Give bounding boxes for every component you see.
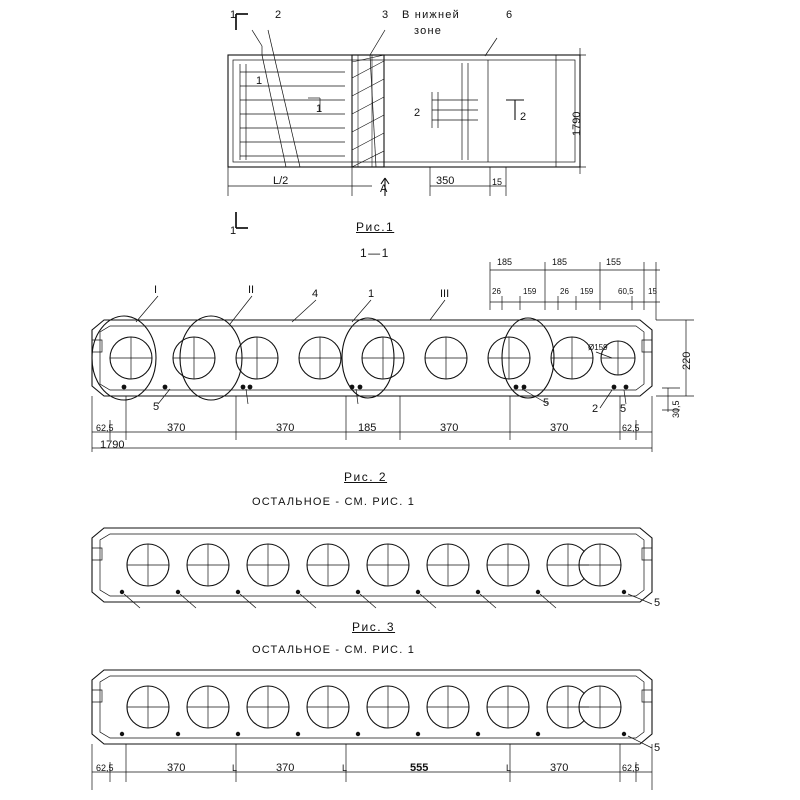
fig4-tick-l-1: L <box>232 763 238 773</box>
fig3-callout-5: 5 <box>654 597 661 609</box>
fig1-section-mark-1-bottom: 1 <box>230 225 237 237</box>
fig4-bottom-dim-555: 555 <box>410 762 429 774</box>
fig2-detail-i: I <box>154 284 158 296</box>
fig4-callout-5: 5 <box>654 742 661 754</box>
fig2-note: ОСТАЛЬНОЕ - СМ. РИС. 1 <box>252 496 416 508</box>
fig1-arrow-a-label: A <box>380 183 388 195</box>
fig3-note: ОСТАЛЬНОЕ - СМ. РИС. 1 <box>252 644 416 656</box>
fig1-callout-6: 6 <box>506 9 513 21</box>
fig2-detail-ii: II <box>248 284 255 296</box>
fig2-caption: Рис. 2 <box>344 470 388 484</box>
fig4-tick-l-2: L <box>342 763 348 773</box>
fig1-note-line2: зоне <box>414 25 443 37</box>
fig2-top-dim-185a: 185 <box>497 257 513 267</box>
fig1-dim-350: 350 <box>436 175 455 187</box>
fig1-inner-label-2a: 2 <box>414 107 421 119</box>
fig2-top-dim-15: 15 <box>648 287 657 296</box>
fig1-geometry <box>228 14 586 228</box>
fig2-dim-305: 30,5 <box>671 400 681 418</box>
fig2-bottom-dim-625b: 62,5 <box>622 423 640 433</box>
fig2-bottom-dim-625a: 62,5 <box>96 423 114 433</box>
fig4-bottom-dim-625a: 62,5 <box>96 763 114 773</box>
fig1-callout-3: 3 <box>382 9 389 21</box>
fig2-callout-5a: 5 <box>153 401 160 413</box>
fig2-callout-5c: 5 <box>620 403 627 415</box>
fig1-inner-label-1a: 1 <box>256 75 263 87</box>
fig1-dim-half-length: L/2 <box>273 175 289 187</box>
fig2-top-dim-155: 155 <box>606 257 622 267</box>
fig2-dim-220: 220 <box>681 351 693 370</box>
fig1-inner-label-1b: 1 <box>316 103 323 115</box>
fig1-section-title: 1—1 <box>360 246 390 260</box>
fig4-bottom-dim-370b: 370 <box>276 762 295 774</box>
fig1-dim-1790: 1790 <box>571 111 583 136</box>
fig4-bottom-dim-370c: 370 <box>550 762 569 774</box>
fig2-callout-2: 2 <box>592 403 599 415</box>
fig2-detail-iii: III <box>440 288 450 300</box>
fig2-top-dim-185b: 185 <box>552 257 568 267</box>
fig2-top-dim-26a: 26 <box>492 287 501 296</box>
fig2-bottom-dim-185: 185 <box>358 422 377 434</box>
fig1-note-line1: В нижней <box>402 9 460 21</box>
fig1-caption: Рис.1 <box>356 220 395 234</box>
fig1-inner-label-2b: 2 <box>520 111 527 123</box>
fig1-section-mark-1: 1 <box>230 9 237 21</box>
fig3-geometry <box>92 528 652 608</box>
fig2-top-dim-159b: 159 <box>580 287 594 296</box>
fig4-tick-l-3: L <box>506 763 512 773</box>
fig3-caption: Рис. 3 <box>352 620 396 634</box>
fig2-callout-1: 1 <box>368 288 375 300</box>
fig1-callout-2: 2 <box>275 9 282 21</box>
fig2-callout-4: 4 <box>312 288 319 300</box>
fig2-bottom-dim-370a: 370 <box>167 422 186 434</box>
fig4-bottom-dim-625b: 62,5 <box>622 763 640 773</box>
fig4-bottom-dim-370a: 370 <box>167 762 186 774</box>
fig2-bottom-dim-370b: 370 <box>276 422 295 434</box>
fig2-top-dim-159a: 159 <box>523 287 537 296</box>
fig2-bottom-dim-370d: 370 <box>550 422 569 434</box>
fig2-top-dim-26b: 26 <box>560 287 569 296</box>
fig2-hole-diameter-label: Ø159 <box>588 343 608 352</box>
fig2-callout-5b: 5 <box>543 397 550 409</box>
fig2-bottom-dim-370c: 370 <box>440 422 459 434</box>
fig2-top-dim-605: 60,5 <box>618 287 634 296</box>
fig2-bottom-dim-1790: 1790 <box>100 439 125 451</box>
fig1-dim-15: 15 <box>492 177 503 187</box>
